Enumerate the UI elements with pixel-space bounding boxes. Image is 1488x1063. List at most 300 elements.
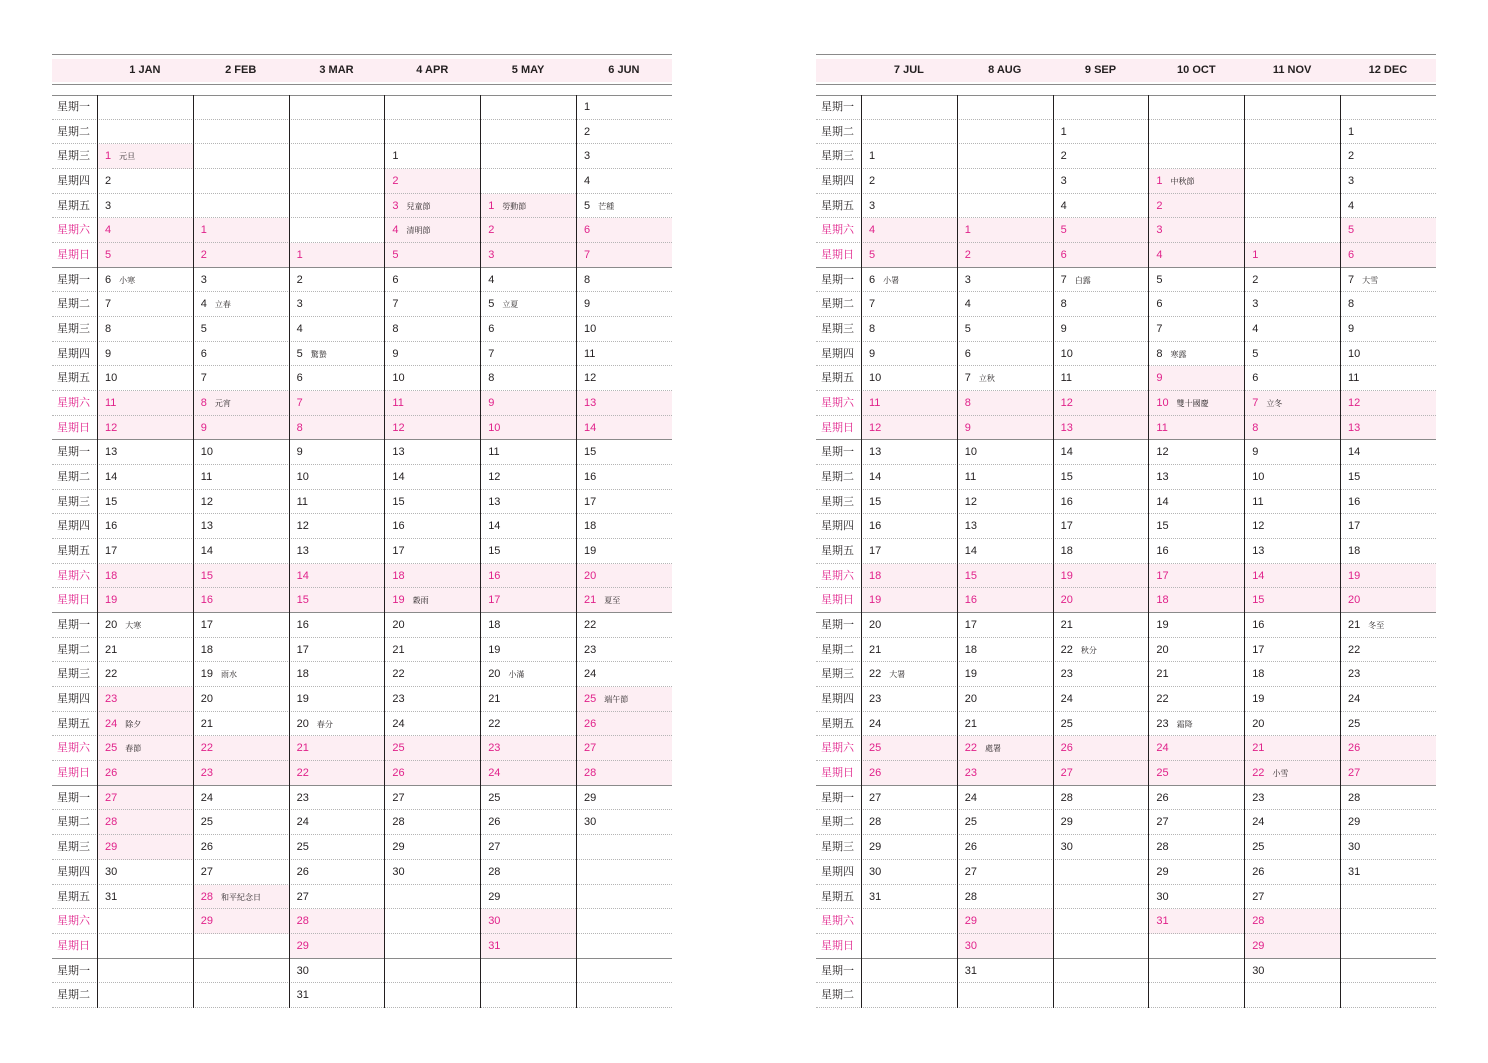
day-cell bbox=[480, 810, 576, 835]
day-cell bbox=[1053, 687, 1149, 712]
day-cell bbox=[861, 169, 957, 194]
column-divider bbox=[193, 95, 194, 1008]
day-cell bbox=[97, 860, 193, 885]
day-cell bbox=[193, 885, 289, 910]
day-cell bbox=[97, 490, 193, 515]
day-number: 30 bbox=[964, 939, 978, 952]
holiday-label: 立春 bbox=[214, 300, 231, 310]
day-number: 8 bbox=[488, 372, 495, 385]
day-number: 23 bbox=[488, 742, 501, 755]
day-cell bbox=[384, 810, 480, 835]
day-cell bbox=[289, 514, 385, 539]
day-cell bbox=[861, 391, 957, 416]
day-number: 15 bbox=[1348, 471, 1361, 484]
holiday-label: 元旦 bbox=[119, 152, 136, 162]
day-number: 5 bbox=[1156, 273, 1163, 286]
day-number: 21 bbox=[200, 717, 214, 730]
day-number: 7 bbox=[1252, 397, 1259, 410]
day-cell bbox=[480, 539, 576, 564]
day-number: 9 bbox=[584, 298, 591, 311]
day-cell bbox=[576, 317, 672, 342]
day-cell bbox=[480, 342, 576, 367]
day-number: 8 bbox=[964, 397, 971, 410]
day-cell bbox=[480, 243, 576, 268]
day-number: 20 bbox=[964, 693, 978, 706]
day-number: 5 bbox=[869, 249, 876, 262]
day-cell bbox=[576, 218, 672, 243]
day-number: 5 bbox=[392, 249, 399, 262]
day-number: 4 bbox=[392, 224, 399, 237]
day-number: 17 bbox=[488, 594, 501, 607]
day-cell bbox=[480, 465, 576, 490]
day-number: 26 bbox=[200, 841, 214, 854]
day-number: 18 bbox=[584, 520, 597, 533]
day-number: 6 bbox=[584, 224, 591, 237]
day-cell bbox=[1340, 144, 1436, 169]
day-cell bbox=[861, 613, 957, 638]
column-divider bbox=[1244, 95, 1245, 1008]
day-cell bbox=[1340, 416, 1436, 441]
day-number: 23 bbox=[964, 767, 978, 780]
day-number: 13 bbox=[1252, 545, 1265, 558]
calendar-row bbox=[816, 218, 1436, 243]
day-cell bbox=[861, 194, 957, 219]
day-number: 30 bbox=[488, 915, 501, 928]
day-cell bbox=[1053, 613, 1149, 638]
day-cell bbox=[957, 465, 1053, 490]
day-number: 18 bbox=[1252, 668, 1265, 681]
day-number: 25 bbox=[488, 791, 501, 804]
day-number: 2 bbox=[105, 175, 112, 188]
day-number: 19 bbox=[1156, 619, 1169, 632]
day-number: 6 bbox=[964, 347, 971, 360]
month-label: 8 AUG bbox=[988, 64, 1022, 76]
day-number: 4 bbox=[200, 298, 207, 311]
day-number: 10 bbox=[1060, 347, 1073, 360]
day-cell bbox=[861, 564, 957, 589]
day-cell bbox=[97, 885, 193, 910]
day-number: 20 bbox=[584, 569, 597, 582]
day-number: 9 bbox=[1156, 372, 1163, 385]
day-cell bbox=[861, 292, 957, 317]
day-cell bbox=[193, 366, 289, 391]
day-number: 18 bbox=[1060, 545, 1073, 558]
day-cell bbox=[1053, 465, 1149, 490]
day-cell bbox=[1340, 268, 1436, 293]
day-number: 15 bbox=[869, 495, 882, 508]
day-cell bbox=[576, 736, 672, 761]
day-number: 12 bbox=[584, 372, 597, 385]
day-cell bbox=[1340, 465, 1436, 490]
day-number: 12 bbox=[1348, 397, 1361, 410]
day-number: 5 bbox=[200, 323, 207, 336]
header-rule bbox=[52, 84, 672, 85]
calendar-row bbox=[52, 860, 672, 885]
day-cell bbox=[289, 440, 385, 465]
month-label: 9 SEP bbox=[1084, 64, 1117, 76]
day-number: 1 bbox=[964, 224, 971, 237]
month-label: 1 JAN bbox=[129, 64, 161, 76]
calendar-row bbox=[52, 934, 672, 959]
month-label: 4 APR bbox=[416, 64, 449, 76]
calendar-row bbox=[816, 810, 1436, 835]
day-number: 27 bbox=[964, 865, 978, 878]
day-cell bbox=[289, 342, 385, 367]
day-cell bbox=[861, 539, 957, 564]
day-number: 21 bbox=[392, 643, 405, 656]
calendar-row bbox=[52, 687, 672, 712]
holiday-label: 清明節 bbox=[406, 226, 431, 236]
day-cell bbox=[97, 366, 193, 391]
weekday-label: 星期日 bbox=[57, 938, 90, 952]
day-number: 10 bbox=[105, 372, 118, 385]
day-cell bbox=[576, 144, 672, 169]
day-number: 13 bbox=[964, 520, 978, 533]
calendar-row bbox=[816, 194, 1436, 219]
day-number: 25 bbox=[1348, 717, 1361, 730]
calendar-row bbox=[52, 144, 672, 169]
day-number: 26 bbox=[584, 717, 597, 730]
weekday-label: 星期四 bbox=[821, 346, 854, 360]
holiday-label: 芒種 bbox=[598, 201, 615, 211]
day-number: 13 bbox=[105, 446, 118, 459]
day-number: 17 bbox=[1060, 520, 1073, 533]
day-number: 17 bbox=[1348, 520, 1361, 533]
day-number: 15 bbox=[105, 495, 118, 508]
day-number: 24 bbox=[1252, 816, 1265, 829]
day-cell bbox=[1244, 514, 1340, 539]
column-divider bbox=[576, 95, 577, 1008]
holiday-label: 立夏 bbox=[502, 300, 519, 310]
day-number: 3 bbox=[1348, 175, 1355, 188]
calendar-row bbox=[816, 909, 1436, 934]
day-cell bbox=[289, 588, 385, 613]
day-cell bbox=[576, 465, 672, 490]
day-cell bbox=[576, 292, 672, 317]
day-number: 2 bbox=[200, 249, 207, 262]
day-cell bbox=[861, 810, 957, 835]
day-number: 7 bbox=[1156, 323, 1163, 336]
holiday-label: 白露 bbox=[1074, 275, 1091, 285]
day-number: 23 bbox=[1348, 668, 1361, 681]
day-cell bbox=[480, 885, 576, 910]
day-cell bbox=[1244, 761, 1340, 786]
day-number: 21 bbox=[1252, 742, 1265, 755]
day-number: 13 bbox=[296, 545, 309, 558]
row-rule bbox=[52, 1007, 672, 1008]
month-label: 3 MAR bbox=[319, 64, 354, 76]
day-cell bbox=[384, 440, 480, 465]
calendar-row bbox=[816, 120, 1436, 145]
day-cell bbox=[861, 761, 957, 786]
day-number: 5 bbox=[1252, 347, 1259, 360]
day-cell bbox=[480, 268, 576, 293]
column-divider bbox=[384, 95, 385, 1008]
day-cell bbox=[1340, 539, 1436, 564]
day-number: 9 bbox=[1348, 323, 1355, 336]
day-number: 14 bbox=[869, 471, 882, 484]
day-cell bbox=[576, 638, 672, 663]
day-cell bbox=[97, 638, 193, 663]
holiday-label: 夏至 bbox=[604, 596, 621, 606]
holiday-label: 春節 bbox=[125, 744, 142, 754]
day-cell bbox=[1244, 687, 1340, 712]
day-cell bbox=[1340, 613, 1436, 638]
day-cell bbox=[576, 810, 672, 835]
day-number: 30 bbox=[1156, 890, 1169, 903]
day-number: 19 bbox=[296, 693, 309, 706]
day-number: 9 bbox=[1060, 323, 1067, 336]
calendar-row bbox=[52, 366, 672, 391]
day-cell bbox=[861, 218, 957, 243]
day-cell bbox=[1244, 662, 1340, 687]
day-cell bbox=[1340, 860, 1436, 885]
day-number: 19 bbox=[1252, 693, 1265, 706]
day-cell bbox=[193, 539, 289, 564]
day-cell bbox=[1244, 268, 1340, 293]
day-number: 9 bbox=[488, 397, 495, 410]
day-number: 19 bbox=[392, 594, 405, 607]
day-number: 19 bbox=[869, 594, 882, 607]
weekday-label: 星期四 bbox=[57, 864, 90, 878]
day-number: 9 bbox=[105, 347, 112, 360]
day-number: 30 bbox=[105, 865, 118, 878]
day-number: 7 bbox=[584, 249, 591, 262]
day-cell bbox=[1053, 490, 1149, 515]
day-number: 20 bbox=[200, 693, 214, 706]
day-cell bbox=[1053, 218, 1149, 243]
calendar-row bbox=[816, 983, 1436, 1008]
day-cell bbox=[193, 440, 289, 465]
day-cell bbox=[289, 860, 385, 885]
day-number: 29 bbox=[1252, 939, 1265, 952]
day-cell bbox=[193, 638, 289, 663]
weekday-label: 星期四 bbox=[57, 692, 90, 706]
day-cell bbox=[1244, 564, 1340, 589]
day-number: 18 bbox=[1156, 594, 1169, 607]
day-cell bbox=[957, 391, 1053, 416]
day-number: 17 bbox=[296, 643, 309, 656]
holiday-label: 兒童節 bbox=[406, 201, 431, 211]
day-cell bbox=[289, 490, 385, 515]
day-cell bbox=[1053, 662, 1149, 687]
month-label: 12 DEC bbox=[1368, 64, 1408, 76]
day-number: 2 bbox=[869, 175, 876, 188]
day-number: 20 bbox=[1156, 643, 1169, 656]
day-cell bbox=[384, 539, 480, 564]
day-cell bbox=[1244, 440, 1340, 465]
day-cell bbox=[861, 662, 957, 687]
day-number: 15 bbox=[200, 569, 214, 582]
calendar-row bbox=[816, 613, 1436, 638]
day-number: 3 bbox=[1060, 175, 1067, 188]
day-cell bbox=[1340, 736, 1436, 761]
day-cell bbox=[1148, 885, 1244, 910]
day-number: 4 bbox=[869, 224, 876, 237]
holiday-label: 小雪 bbox=[1272, 769, 1289, 779]
day-number: 21 bbox=[1060, 619, 1073, 632]
calendar-row bbox=[816, 835, 1436, 860]
holiday-label: 冬至 bbox=[1368, 621, 1385, 631]
day-cell bbox=[289, 736, 385, 761]
day-cell bbox=[384, 835, 480, 860]
day-cell bbox=[1053, 539, 1149, 564]
day-number: 20 bbox=[869, 619, 882, 632]
calendar-row bbox=[816, 268, 1436, 293]
day-number: 11 bbox=[1060, 372, 1073, 385]
column-divider bbox=[97, 95, 98, 1008]
weekday-label: 星期四 bbox=[57, 346, 90, 360]
day-number: 1 bbox=[1060, 125, 1067, 138]
day-number: 2 bbox=[392, 175, 399, 188]
day-cell bbox=[957, 909, 1053, 934]
day-cell bbox=[1148, 243, 1244, 268]
day-cell bbox=[384, 268, 480, 293]
calendar-row bbox=[52, 786, 672, 811]
day-cell bbox=[480, 490, 576, 515]
day-number: 10 bbox=[869, 372, 882, 385]
day-number: 10 bbox=[1348, 347, 1361, 360]
calendar-row bbox=[816, 317, 1436, 342]
day-cell bbox=[576, 564, 672, 589]
holiday-label: 中秋節 bbox=[1170, 177, 1195, 187]
day-cell bbox=[384, 662, 480, 687]
day-number: 1 bbox=[1348, 125, 1355, 138]
day-cell bbox=[193, 268, 289, 293]
calendar-row bbox=[816, 564, 1436, 589]
weekday-label: 星期三 bbox=[57, 667, 90, 681]
calendar-row bbox=[52, 490, 672, 515]
holiday-label: 寒露 bbox=[1170, 349, 1187, 359]
day-number: 27 bbox=[200, 865, 214, 878]
day-cell bbox=[1340, 490, 1436, 515]
month-label: 11 NOV bbox=[1272, 64, 1312, 76]
column-divider bbox=[1053, 95, 1054, 1008]
day-cell bbox=[97, 440, 193, 465]
day-cell bbox=[384, 465, 480, 490]
day-cell bbox=[384, 144, 480, 169]
day-cell bbox=[1053, 194, 1149, 219]
day-number: 23 bbox=[200, 767, 214, 780]
day-number: 6 bbox=[296, 372, 303, 385]
day-cell bbox=[1244, 366, 1340, 391]
weekday-label: 星期三 bbox=[57, 840, 90, 854]
weekday-label: 星期五 bbox=[821, 544, 854, 558]
day-number: 27 bbox=[1156, 816, 1169, 829]
day-cell bbox=[1148, 860, 1244, 885]
day-cell bbox=[576, 786, 672, 811]
day-cell bbox=[1340, 588, 1436, 613]
calendar-row bbox=[816, 638, 1436, 663]
weekday-label: 星期二 bbox=[821, 988, 854, 1002]
day-cell bbox=[384, 490, 480, 515]
day-number: 7 bbox=[1060, 273, 1067, 286]
calendar-grid bbox=[52, 95, 672, 1008]
day-cell bbox=[97, 268, 193, 293]
day-cell bbox=[1053, 835, 1149, 860]
day-cell bbox=[1244, 465, 1340, 490]
day-number: 3 bbox=[105, 199, 112, 212]
day-number: 5 bbox=[1060, 224, 1067, 237]
day-number: 29 bbox=[869, 841, 882, 854]
day-number: 21 bbox=[964, 717, 978, 730]
day-number: 21 bbox=[869, 643, 882, 656]
day-number: 2 bbox=[1252, 273, 1259, 286]
day-number: 14 bbox=[1348, 446, 1361, 459]
weekday-label: 星期六 bbox=[821, 741, 854, 755]
calendar-row bbox=[52, 514, 672, 539]
calendar-row bbox=[816, 391, 1436, 416]
weekday-label: 星期一 bbox=[57, 790, 90, 804]
day-cell bbox=[1148, 909, 1244, 934]
day-number: 17 bbox=[200, 619, 214, 632]
holiday-label: 春分 bbox=[316, 719, 333, 729]
day-number: 1 bbox=[392, 150, 399, 163]
day-number: 7 bbox=[392, 298, 399, 311]
day-number: 23 bbox=[105, 693, 118, 706]
weekday-label: 星期五 bbox=[57, 198, 90, 212]
day-number: 5 bbox=[488, 298, 495, 311]
weekday-label: 星期四 bbox=[821, 519, 854, 533]
day-cell bbox=[1340, 761, 1436, 786]
day-cell bbox=[957, 539, 1053, 564]
day-number: 9 bbox=[964, 421, 971, 434]
day-number: 8 bbox=[869, 323, 876, 336]
calendar-row bbox=[816, 860, 1436, 885]
holiday-label: 大署 bbox=[889, 670, 906, 680]
weekday-label: 星期一 bbox=[821, 618, 854, 632]
weekday-label: 星期五 bbox=[57, 889, 90, 903]
month-label: 2 FEB bbox=[225, 64, 257, 76]
day-number: 29 bbox=[488, 890, 501, 903]
day-cell bbox=[480, 909, 576, 934]
day-cell bbox=[1244, 638, 1340, 663]
weekday-label: 星期二 bbox=[821, 297, 854, 311]
weekday-label: 星期六 bbox=[57, 568, 90, 582]
day-cell bbox=[576, 712, 672, 737]
day-cell bbox=[861, 687, 957, 712]
day-cell bbox=[193, 712, 289, 737]
weekday-label: 星期四 bbox=[821, 864, 854, 878]
day-cell bbox=[1148, 761, 1244, 786]
day-number: 11 bbox=[200, 471, 213, 484]
day-cell bbox=[957, 564, 1053, 589]
day-number: 24 bbox=[392, 717, 405, 730]
day-cell bbox=[97, 564, 193, 589]
day-cell bbox=[1053, 588, 1149, 613]
day-number: 24 bbox=[964, 791, 978, 804]
day-cell bbox=[97, 391, 193, 416]
day-number: 8 bbox=[105, 323, 112, 336]
day-number: 26 bbox=[869, 767, 882, 780]
day-number: 5 bbox=[296, 347, 303, 360]
day-number: 6 bbox=[1060, 249, 1067, 262]
day-number: 10 bbox=[584, 323, 597, 336]
day-cell bbox=[97, 539, 193, 564]
day-number: 19 bbox=[200, 668, 214, 681]
day-cell bbox=[193, 391, 289, 416]
day-cell bbox=[1148, 465, 1244, 490]
day-number: 25 bbox=[105, 742, 118, 755]
day-cell bbox=[1340, 564, 1436, 589]
day-number: 1 bbox=[105, 150, 112, 163]
holiday-label: 小署 bbox=[883, 275, 900, 285]
day-number: 26 bbox=[1156, 791, 1169, 804]
day-cell bbox=[1053, 391, 1149, 416]
day-cell bbox=[193, 687, 289, 712]
day-cell bbox=[1340, 638, 1436, 663]
day-number: 24 bbox=[488, 767, 501, 780]
